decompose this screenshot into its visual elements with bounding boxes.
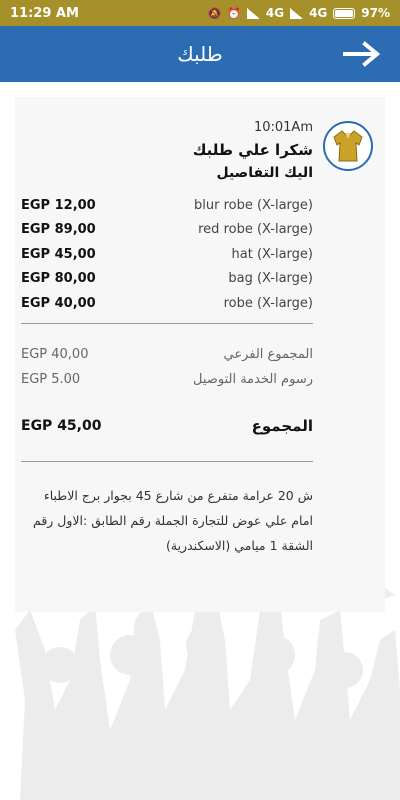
delivery-address: ش 20 عرامة متفرع من شارع 45 بجوار برج الاطباء امام علي عوض للتجارة الجملة رقم الطابق :الاول رقم الشقة 1 ميامي (الاسكندرية) (33, 488, 313, 553)
order-card (15, 97, 385, 612)
list-item (21, 242, 313, 267)
item-name: bag (X-large) (228, 271, 313, 287)
list-item (21, 291, 313, 316)
signal-icon (247, 8, 260, 19)
item-price: EGP 40,00 (21, 295, 96, 311)
page-title: طلبك (177, 42, 223, 66)
subtotal-label: المجموع الفرعي (223, 347, 313, 362)
item-price: EGP 80,00 (21, 271, 96, 287)
battery-percent: 97% (361, 6, 390, 20)
status-bar (0, 0, 400, 26)
divider (21, 323, 313, 324)
mute-icon: 🔕 (207, 6, 222, 20)
total-label: المجموع (251, 417, 313, 435)
back-button[interactable] (342, 38, 382, 70)
arrow-right-icon (343, 41, 381, 67)
graduation-robe-icon (332, 129, 364, 163)
network-label-2: 4G (309, 6, 328, 20)
status-time: 11:29 AM (10, 5, 79, 21)
list-item (21, 218, 313, 243)
item-name: red robe (X-large) (198, 222, 313, 238)
alarm-icon: ⏰ (227, 6, 241, 20)
app-bar (0, 26, 400, 82)
item-price: EGP 89,00 (21, 222, 96, 238)
status-indicators (207, 6, 390, 20)
total-row (21, 417, 313, 435)
list-item (21, 193, 313, 218)
item-price: EGP 12,00 (21, 197, 96, 213)
item-name: hat (X-large) (231, 246, 313, 262)
details-heading: اليك التفاصيل (216, 165, 313, 181)
list-item (21, 267, 313, 292)
store-logo (323, 121, 373, 171)
subtotal-row (21, 347, 313, 362)
item-price: EGP 45,00 (21, 246, 96, 262)
order-time: 10:01Am (253, 120, 313, 135)
item-name: blur robe (X-large) (193, 197, 313, 213)
divider (21, 461, 313, 462)
total-value: EGP 45,00 (21, 418, 102, 434)
subtotal-value: EGP 40,00 (21, 347, 89, 362)
order-items-list (21, 193, 313, 316)
delivery-fee-row (21, 372, 313, 387)
network-label-1: 4G (265, 6, 285, 20)
item-name: robe (X-large) (223, 295, 313, 311)
delivery-fee-value: EGP 5.00 (21, 372, 81, 387)
thank-you-message: شكرا علي طلبك (192, 141, 313, 159)
signal-icon-2 (290, 8, 303, 19)
delivery-fee-label: رسوم الخدمة التوصيل (193, 372, 313, 387)
battery-icon (333, 8, 355, 19)
